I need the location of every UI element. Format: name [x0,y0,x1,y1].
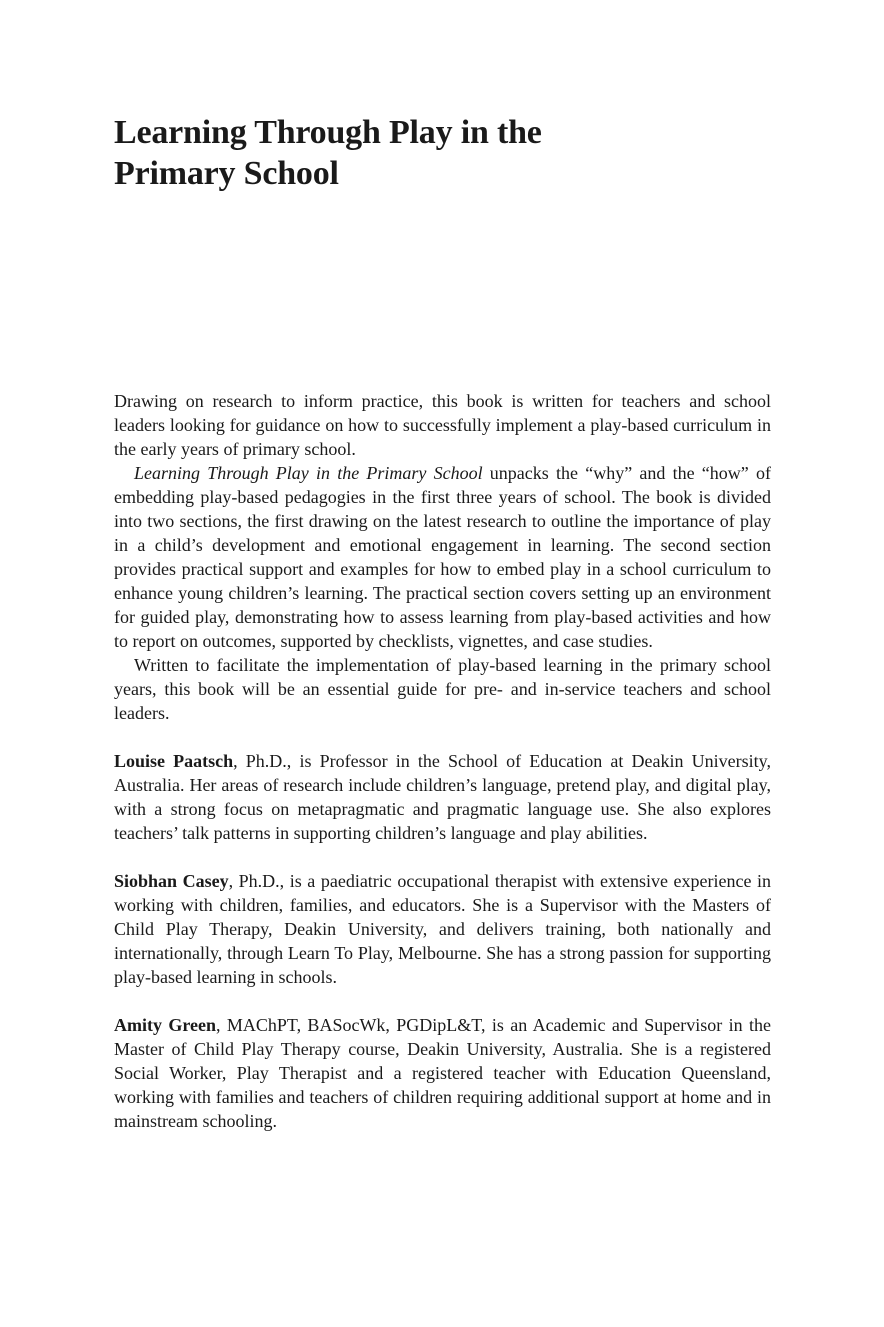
author-name-3: Amity Green [114,1015,217,1035]
book-title-italic: Learning Through Play in the Primary School [134,463,483,483]
author-bio-1 [114,749,771,845]
author-bio-2 [114,869,771,989]
author-bio-text-3: , MAChPT, BASocWk, PGDipL&T, is an Academic and Supervisor in the Master of Child Play Therapy course, Deakin University, Australia. She is a registered Social Worker, Play Therapist and a registered teacher with Education Queensland, working with families and teachers of children requiring additional support at home and in mainstream schooling. [114,1015,771,1131]
book-title [114,112,774,194]
author-bio-text-1: , Ph.D., is Professor in the School of Education at Deakin University, Australia. Her areas of research include children’s language, pretend play, and digital play, with a strong focus on metapragmatic and pragmatic language use. She also explores teachers’ talk patterns in supporting children’s language and play abilities. [114,751,771,843]
author-bio-3 [114,1013,771,1133]
book-title-line-2: Primary School [114,155,339,192]
description-paragraph-3: Written to facilitate the implementation of play-based learning in the primary school years, this book will be an essential guide for pre- and in-service teachers and school leaders. [114,655,771,723]
author-name-2: Siobhan Casey [114,871,229,891]
author-name-1: Louise Paatsch [114,751,234,771]
book-blurb [114,389,771,1133]
description-paragraph-1: Drawing on research to inform practice, this book is written for teachers and school leaders looking for guidance on how to successfully implement a play-based curriculum in the early years of primary school. [114,391,771,459]
description-paragraph-2 [114,461,771,653]
author-bio-text-2: , Ph.D., is a paediatric occupational therapist with extensive experience in working with children, families, and educators. She is a Supervisor with the Masters of Child Play Therapy, Deakin University, and delivers training, both nationally and internationally, through Learn To Play, Melbourne. She has a strong passion for supporting play-based learning in schools. [114,871,771,987]
description-paragraph-2-text: unpacks the “why” and the “how” of embedding play-based pedagogies in the first three years of school. The book is divided into two sections, the first drawing on the latest research to outline the importance of play in a child’s development and emotional engagement in learning. The second section provides practical support and examples for how to embed play in a school curriculum to enhance young children’s learning. The practical section covers setting up an environment for guided play, demonstrating how to assess learning from play-based activities and how to report on outcomes, supported by checklists, vignettes, and case studies. [114,463,771,651]
book-title-line-1: Learning Through Play in the [114,114,542,151]
